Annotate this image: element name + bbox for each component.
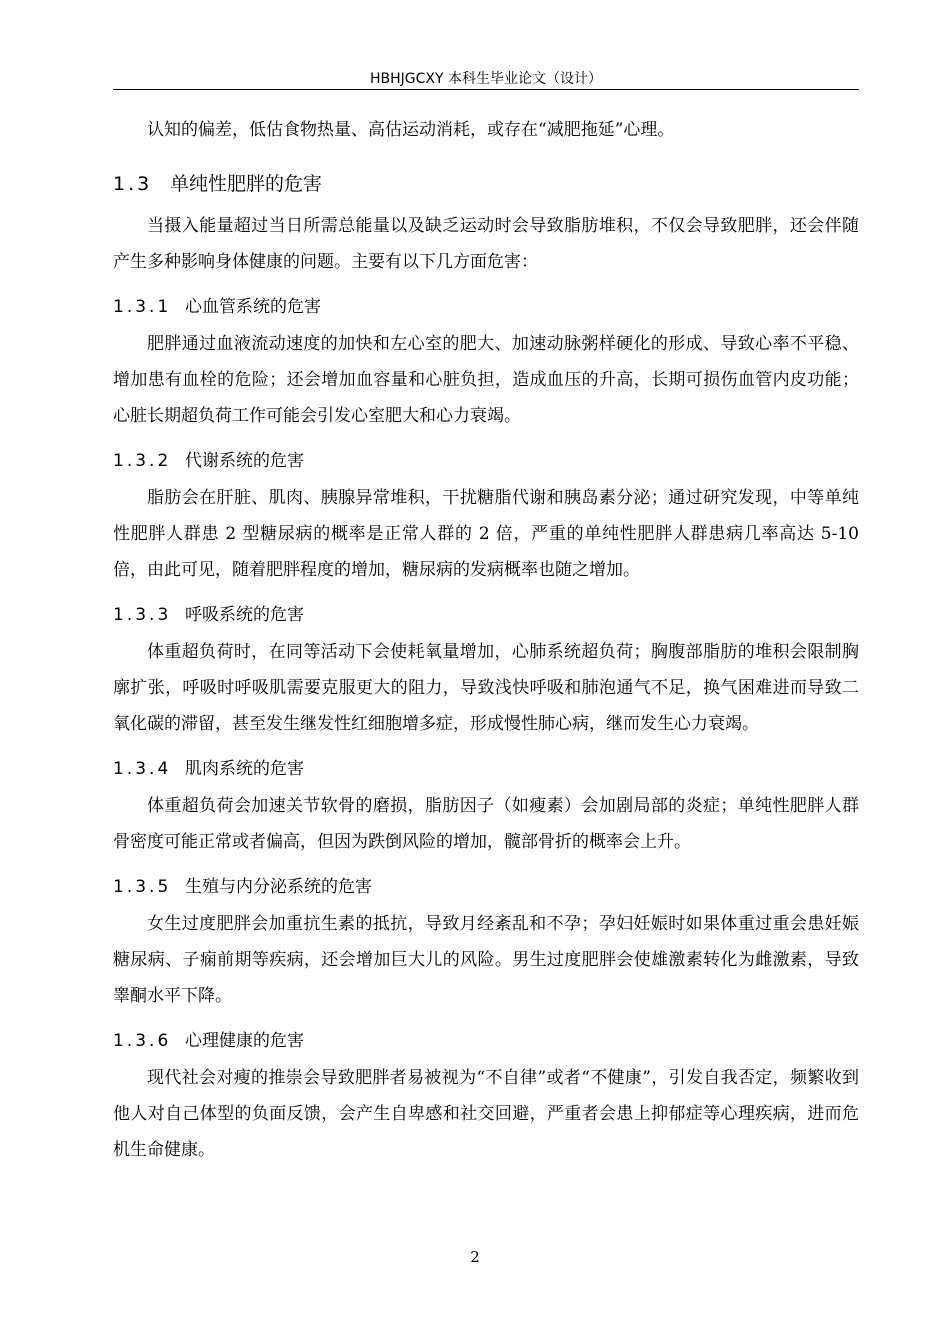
subsection-paragraph-mental-health: 现代社会对瘦的推崇会导致肥胖者易被视为“不自律”或者“不健康”，引发自我否定，频繁收到他人对自己体型的负面反馈，会产生自卑感和社交回避，严重者会患上抑郁症等心理疾病，进而危机生命健康。	[113, 1068, 859, 1160]
subsection-paragraph-respiratory: 体重超负荷时，在同等活动下会使耗氧量增加，心肺系统超负荷；胸腹部脂肪的堆积会限制胸廓扩张，呼吸时呼吸肌需要克服更大的阻力，导致浅快呼吸和肺泡通气不足，换气困难进而导致二氧化碳的滞留，甚至发生继发性红细胞增多症，形成慢性肺心病，继而发生心力衰竭。	[113, 642, 859, 734]
subsection-title: 心血管系统的危害	[185, 297, 321, 317]
subsection-title: 肌肉系统的危害	[185, 759, 304, 779]
subsection-title: 心理健康的危害	[185, 1031, 304, 1051]
section-paragraph: 当摄入能量超过当日所需总能量以及缺乏运动时会导致脂肪堆积，不仅会导致肥胖，还会伴随产生多种影响身体健康的问题。主要有以下几方面危害：	[113, 216, 859, 272]
subsection-paragraph-muscular: 体重超负荷会加速关节软骨的磨损，脂肪因子（如瘦素）会加剧局部的炎症；单纯性肥胖人群骨密度可能正常或者偏高，但因为跌倒风险的增加，髋部骨折的概率会上升。	[113, 796, 859, 852]
subsection-heading-reproductive	[113, 874, 859, 900]
intro-paragraph: 认知的偏差，低估食物热量、高估运动消耗，或存在“减肥拖延”心理。	[147, 120, 675, 140]
section-title: 单纯性肥胖的危害	[170, 173, 323, 195]
subsection-heading-muscular	[113, 756, 859, 782]
header-divider	[113, 89, 859, 90]
section-heading	[113, 170, 859, 198]
section-number: 1.3	[113, 173, 153, 195]
subsection-title: 生殖与内分泌系统的危害	[185, 877, 372, 897]
page-content	[113, 112, 859, 1168]
subsection-heading-metabolic	[113, 448, 859, 474]
page-header: HBHJGCXY 本科生毕业论文（设计）	[369, 71, 602, 87]
subsection-heading-mental-health	[113, 1028, 859, 1054]
subsection-number: 1.3.4	[113, 759, 172, 779]
subsection-paragraph-metabolic: 脂肪会在肝脏、肌肉、胰腺异常堆积，干扰糖脂代谢和胰岛素分泌；通过研究发现，中等单纯性肥胖人群患 2 型糖尿病的概率是正常人群的 2 倍，严重的单纯性肥胖人群患病几率高达 5-10 倍，由此可见，随着肥胖程度的增加，糖尿病的发病概率也随之增加。	[113, 488, 859, 580]
subsection-heading-cardiovascular	[113, 294, 859, 320]
page-number: 2	[470, 1248, 480, 1266]
subsection-title: 呼吸系统的危害	[185, 605, 304, 625]
subsection-heading-respiratory	[113, 602, 859, 628]
subsection-number: 1.3.1	[113, 297, 172, 317]
subsection-number: 1.3.3	[113, 605, 172, 625]
subsection-paragraph-reproductive: 女生过度肥胖会加重抗生素的抵抗，导致月经紊乱和不孕；孕妇妊娠时如果体重过重会患妊娠糖尿病、子痫前期等疾病，还会增加巨大儿的风险。男生过度肥胖会使雄激素转化为雌激素，导致睾酮水平下降。	[113, 914, 859, 1006]
subsection-paragraph-cardiovascular: 肥胖通过血液流动速度的加快和左心室的肥大、加速动脉粥样硬化的形成、导致心率不平稳、增加患有血栓的危险；还会增加血容量和心脏负担，造成血压的升高，长期可损伤血管内皮功能；心脏长期超负荷工作可能会引发心室肥大和心力衰竭。	[113, 334, 859, 426]
subsection-title: 代谢系统的危害	[185, 451, 304, 471]
subsection-number: 1.3.2	[113, 451, 172, 471]
subsection-number: 1.3.6	[113, 1031, 172, 1051]
subsection-number: 1.3.5	[113, 877, 172, 897]
